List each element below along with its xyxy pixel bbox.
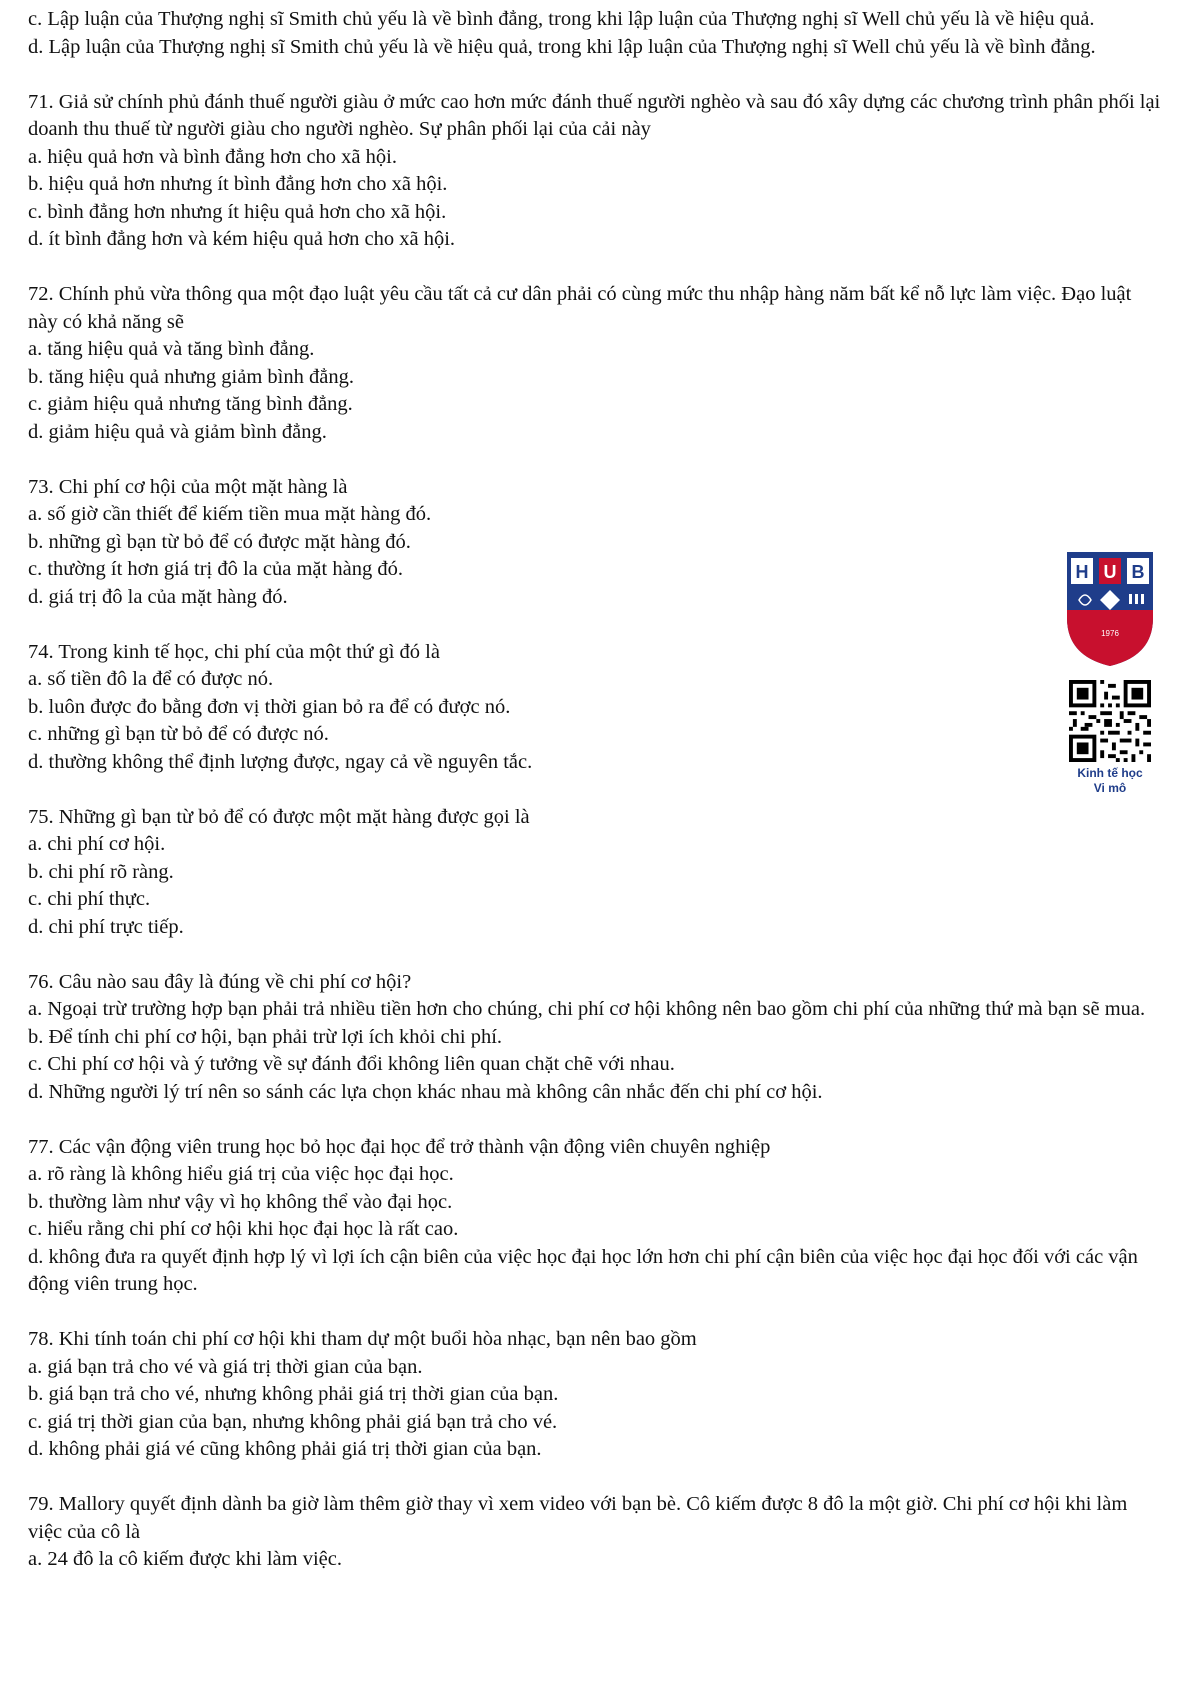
question-gap	[28, 1464, 1163, 1492]
question-78-text: 78. Khi tính toán chi phí cơ hội khi tham dự một buổi hòa nhạc, bạn nên bao gồm	[28, 1328, 697, 1350]
hub-brand-block	[1060, 548, 1160, 796]
question-gap	[28, 941, 1163, 969]
question-gap	[28, 446, 1163, 474]
answer-option: a. số tiền đô la để có được nó.	[28, 668, 274, 690]
answer-option: a. chi phí cơ hội.	[28, 833, 166, 855]
question-gap	[28, 776, 1163, 804]
answer-option: a. giá bạn trả cho vé và giá trị thời gian của bạn.	[28, 1355, 423, 1378]
question-76-text: 76. Câu nào sau đây là đúng về chi phí cơ hội?	[28, 970, 412, 993]
question-79-text: 79. Mallory quyết định dành ba giờ làm thêm giờ thay vì xem video với bạn bè. Cô kiếm được 8 đô la một giờ. Chi phí cơ hội khi làm việc của cô là	[28, 1493, 1128, 1543]
question-71-text: 71. Giả sử chính phủ đánh thuế người giàu ở mức cao hơn mức đánh thuế người nghèo và sau đó xây dựng các chương trình phân phối lại doanh thu thuế từ người giàu cho người nghèo. Sự phân phối lại của cải này	[28, 90, 1161, 140]
question-gap	[28, 254, 1163, 282]
answer-option: a. tăng hiệu quả và tăng bình đẳng.	[28, 338, 315, 360]
answer-option: b. hiệu quả hơn nhưng ít bình đẳng hơn cho xã hội.	[28, 173, 448, 195]
answer-option: c. những gì bạn từ bỏ để có được nó.	[28, 723, 329, 745]
answer-option: c. bình đẳng hơn nhưng ít hiệu quả hơn cho xã hội.	[28, 200, 447, 223]
brand-caption-level: Vi mô	[1093, 781, 1127, 795]
logo-year: 1976	[1101, 629, 1119, 638]
question-gap	[28, 61, 1163, 89]
answer-option: d. ít bình đẳng hơn và kém hiệu quả hơn cho xã hội.	[28, 228, 456, 250]
answer-option: a. số giờ cần thiết để kiếm tiền mua mặt hàng đó.	[28, 503, 432, 525]
answer-option: d. Lập luận của Thượng nghị sĩ Smith chủ yếu là về hiệu quả, trong khi lập luận của Thượng nghị sĩ Well chủ yếu là về bình đẳng.	[28, 35, 1096, 58]
answer-option: d. chi phí trực tiếp.	[28, 915, 184, 938]
answer-option: a. 24 đô la cô kiếm được khi làm việc.	[28, 1548, 342, 1570]
document-page	[28, 6, 1163, 1574]
logo-letter: U	[1103, 562, 1117, 582]
answer-option: c. Lập luận của Thượng nghị sĩ Smith chủ yếu là về bình đẳng, trong khi lập luận của Thượng nghị sĩ Well chủ yếu là về hiệu quả.	[28, 8, 1095, 30]
hub-logo-icon	[1065, 548, 1155, 668]
logo-letter: B	[1131, 562, 1145, 582]
question-77-text: 77. Các vận động viên trung học bỏ học đại học để trở thành vận động viên chuyên nghiệp	[28, 1135, 771, 1158]
qr-code-icon	[1069, 680, 1151, 762]
question-75-text: 75. Những gì bạn từ bỏ để có được một mặt hàng được gọi là	[28, 805, 530, 828]
answer-option: b. chi phí rõ ràng.	[28, 860, 174, 883]
answer-option: b. Để tính chi phí cơ hội, bạn phải trừ lợi ích khỏi chi phí.	[28, 1025, 503, 1048]
answer-option: d. Những người lý trí nên so sánh các lựa chọn khác nhau mà không cân nhắc đến chi phí cơ hội.	[28, 1080, 823, 1103]
answer-option: c. giá trị thời gian của bạn, nhưng không phải giá bạn trả cho vé.	[28, 1410, 558, 1433]
answer-option: b. giá bạn trả cho vé, nhưng không phải giá trị thời gian của bạn.	[28, 1383, 559, 1405]
question-gap	[28, 1299, 1163, 1327]
answer-option: a. hiệu quả hơn và bình đẳng hơn cho xã hội.	[28, 145, 397, 168]
answer-option: b. những gì bạn từ bỏ để có được mặt hàng đó.	[28, 530, 411, 553]
answer-option: b. luôn được đo bằng đơn vị thời gian bỏ ra để có được nó.	[28, 695, 511, 718]
question-74-text: 74. Trong kinh tế học, chi phí của một thứ gì đó là	[28, 640, 440, 663]
logo-letter: H	[1075, 562, 1089, 582]
answer-option: a. Ngoại trừ trường hợp bạn phải trả nhiều tiền hơn cho chúng, chi phí cơ hội không nên bao gồm chi phí của những thứ mà bạn sẽ mua.	[28, 998, 1146, 1020]
answer-option: b. thường làm như vậy vì họ không thể vào đại học.	[28, 1190, 453, 1213]
answer-option: d. giá trị đô la của mặt hàng đó.	[28, 585, 288, 608]
answer-option: d. không phải giá vé cũng không phải giá trị thời gian của bạn.	[28, 1438, 542, 1460]
answer-option: c. giảm hiệu quả nhưng tăng bình đẳng.	[28, 393, 353, 415]
brand-caption-subject: Kinh tế học	[1077, 766, 1143, 780]
answer-option: c. thường ít hơn giá trị đô la của mặt hàng đó.	[28, 558, 403, 580]
answer-option: a. rõ ràng là không hiểu giá trị của việc học đại học.	[28, 1163, 454, 1185]
answer-option: b. tăng hiệu quả nhưng giảm bình đẳng.	[28, 365, 354, 388]
answer-option: c. Chi phí cơ hội và ý tưởng về sự đánh đổi không liên quan chặt chẽ với nhau.	[28, 1053, 675, 1075]
question-gap	[28, 611, 1163, 639]
question-73-text: 73. Chi phí cơ hội của một mặt hàng là	[28, 475, 348, 498]
answer-option: c. chi phí thực.	[28, 888, 151, 910]
answer-option: d. thường không thể định lượng được, ngay cả về nguyên tắc.	[28, 750, 533, 773]
question-gap	[28, 1106, 1163, 1134]
answer-option: c. hiểu rằng chi phí cơ hội khi học đại học là rất cao.	[28, 1218, 459, 1240]
answer-option: d. giảm hiệu quả và giảm bình đẳng.	[28, 420, 327, 443]
question-72-text: 72. Chính phủ vừa thông qua một đạo luật yêu cầu tất cả cư dân phải có cùng mức thu nhập hàng năm bất kể nỗ lực làm việc. Đạo luật này có khả năng sẽ	[28, 283, 1132, 333]
answer-option: d. không đưa ra quyết định hợp lý vì lợi ích cận biên của việc học đại học lớn hơn chi phí cận biên của việc học đại học đối với các vận động viên trung học.	[28, 1245, 1138, 1295]
